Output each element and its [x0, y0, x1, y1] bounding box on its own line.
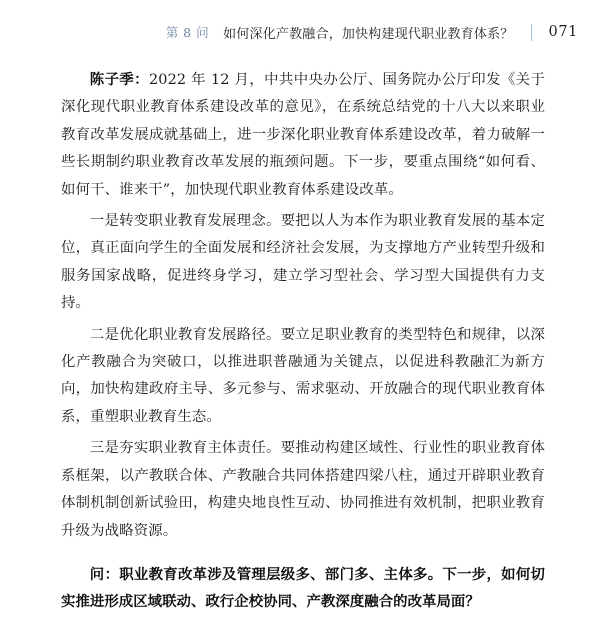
- header-divider-rule: [531, 24, 532, 41]
- paragraph-point-three: [61, 435, 545, 545]
- question-text: 职业教育改革涉及管理层级多、部门多、主体多。下一步，如何切实推进形成区域联动、政行企校协同、产教深度融合的改革局面？: [61, 565, 545, 611]
- header-question-number: 第 8 问: [165, 25, 210, 40]
- paragraph-answer-intro: [61, 66, 545, 204]
- paragraph-text: 三是夯实职业教育主体责任。要推动构建区域性、行业性的职业教育体系框架，以产教联合体、产教融合共同体搭建四梁八柱，通过开辟职业教育体制机制创新试验田，构建央地良性互动、协同推进有效机制，把职业教育升级为战略资源。: [61, 440, 545, 539]
- page-number: 071: [548, 24, 578, 40]
- speaker-name: 陈子季：: [89, 71, 149, 88]
- body-text-column: [61, 66, 545, 620]
- question-label: 问：: [89, 565, 120, 583]
- paragraph-point-one: [61, 208, 545, 318]
- paragraph-text: 一是转变职业教育发展理念。要把以人为本作为职业教育发展的基本定位，真正面向学生的全面发展和经济社会发展，为支撑地方产业转型升级和服务国家战略，促进终身学习，建立学习型社会、学习型大国提供有力支持。: [61, 213, 545, 312]
- paragraph-point-two: [61, 322, 545, 432]
- running-header: [60, 19, 578, 45]
- header-chapter-title: 如何深化产教融合，加快构建现代职业教育体系？: [223, 26, 514, 42]
- paragraph-next-question: [61, 561, 545, 616]
- paragraph-text: 二是优化职业教育发展路径。要立足职业教育的类型特色和规律，以深化产教融合为突破口，以推进职普融通为关键点，以促进科教融汇为新方向，加快构建政府主导、多元参与、需求驱动、开放融合的现代职业教育体系，重塑职业教育生态。: [61, 326, 545, 425]
- paragraph-text: 2022 年 12 月，中共中央办公厅、国务院办公厅印发《关于深化现代职业教育体系建设改革的意见》，在系统总结党的十八大以来职业教育改革发展成就基础上，进一步深化职业教育体系建设改革，着力破解一些长期制约职业教育改革发展的瓶颈问题。下一步，要重点围绕“如何看、如何干、谁来干”，加快现代职业教育体系建设改革。: [61, 72, 545, 198]
